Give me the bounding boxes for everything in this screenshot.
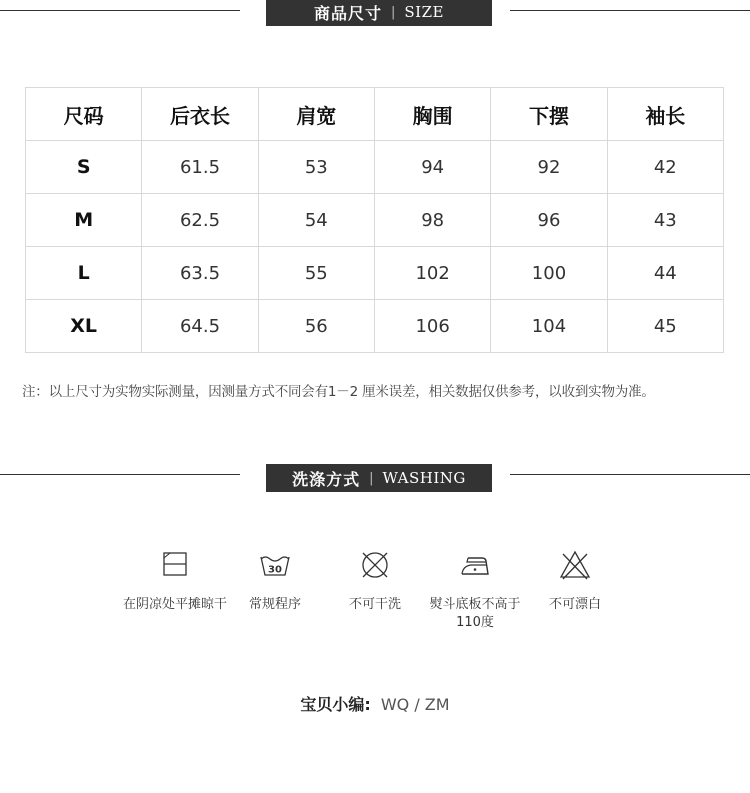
size-cell: L (26, 247, 142, 300)
title-separator: | (369, 470, 374, 486)
wash-item-label: 熨斗底板不高于110度 (429, 597, 521, 630)
editor-credit (0, 692, 750, 715)
do-not-dry-clean-icon (358, 548, 392, 582)
table-cell: 98 (374, 194, 490, 247)
size-cell: S (26, 141, 142, 194)
table-cell: 106 (374, 300, 490, 353)
table-row (26, 194, 724, 247)
table-cell: 55 (258, 247, 374, 300)
size-cell: M (26, 194, 142, 247)
table-cell: 100 (491, 247, 607, 300)
dry-flat-in-shade-icon (158, 548, 192, 582)
column-header: 胸围 (374, 88, 490, 141)
header-rule-right (510, 10, 750, 11)
wash-item-dry-flat (120, 548, 230, 614)
column-header: 下摆 (491, 88, 607, 141)
washing-section-header (0, 464, 750, 492)
header-rule-left (0, 10, 240, 11)
column-header: 袖长 (607, 88, 723, 141)
wash-item-no-dry-clean (320, 548, 430, 614)
iron-icon (458, 548, 492, 582)
wash-item-iron (420, 548, 530, 632)
wash-item-label: 在阴凉处平摊晾干 (122, 597, 227, 612)
header-rule-right (510, 474, 750, 475)
washing-title-en: WASHING (382, 469, 466, 487)
column-header: 后衣长 (142, 88, 258, 141)
table-cell: 64.5 (142, 300, 258, 353)
table-cell: 56 (258, 300, 374, 353)
wash-item-normal (220, 548, 330, 614)
wash-item-label: 不可干洗 (348, 597, 401, 612)
wash-30-icon (258, 548, 292, 582)
table-cell: 104 (491, 300, 607, 353)
table-cell: 92 (491, 141, 607, 194)
table-row (26, 141, 724, 194)
washing-title-zh: 洗涤方式 (292, 469, 361, 489)
table-row (26, 247, 724, 300)
table-cell: 62.5 (142, 194, 258, 247)
title-separator: | (391, 4, 396, 20)
size-section-label (266, 0, 492, 26)
table-cell: 61.5 (142, 141, 258, 194)
size-table (25, 87, 724, 353)
table-cell: 96 (491, 194, 607, 247)
table-cell: 63.5 (142, 247, 258, 300)
table-row (26, 300, 724, 353)
table-cell: 94 (374, 141, 490, 194)
table-cell: 43 (607, 194, 723, 247)
table-cell: 54 (258, 194, 374, 247)
table-cell: 42 (607, 141, 723, 194)
table-header-row (26, 88, 724, 141)
table-cell: 45 (607, 300, 723, 353)
header-rule-left (0, 474, 240, 475)
editor-label: 宝贝小编: (300, 695, 371, 714)
table-cell: 102 (374, 247, 490, 300)
column-header: 肩宽 (258, 88, 374, 141)
washing-section-label (266, 464, 492, 492)
size-title-en: SIZE (404, 3, 444, 21)
size-cell: XL (26, 300, 142, 353)
size-title-zh: 商品尺寸 (314, 3, 383, 23)
size-section-header (0, 0, 750, 28)
wash-temperature-label: 30 (268, 564, 282, 576)
wash-item-no-bleach (520, 548, 630, 614)
wash-item-label: 不可漂白 (548, 597, 601, 612)
table-cell: 44 (607, 247, 723, 300)
do-not-bleach-icon (558, 548, 592, 582)
wash-item-label: 常规程序 (248, 597, 301, 612)
table-cell: 53 (258, 141, 374, 194)
measurement-note: 注：以上尺寸为实物实际测量，因测量方式不同会有1－2 厘米误差，相关数据仅供参考，以收到实物为准。 (22, 384, 655, 400)
column-header: 尺码 (26, 88, 142, 141)
editor-value: WQ / ZM (380, 695, 450, 714)
